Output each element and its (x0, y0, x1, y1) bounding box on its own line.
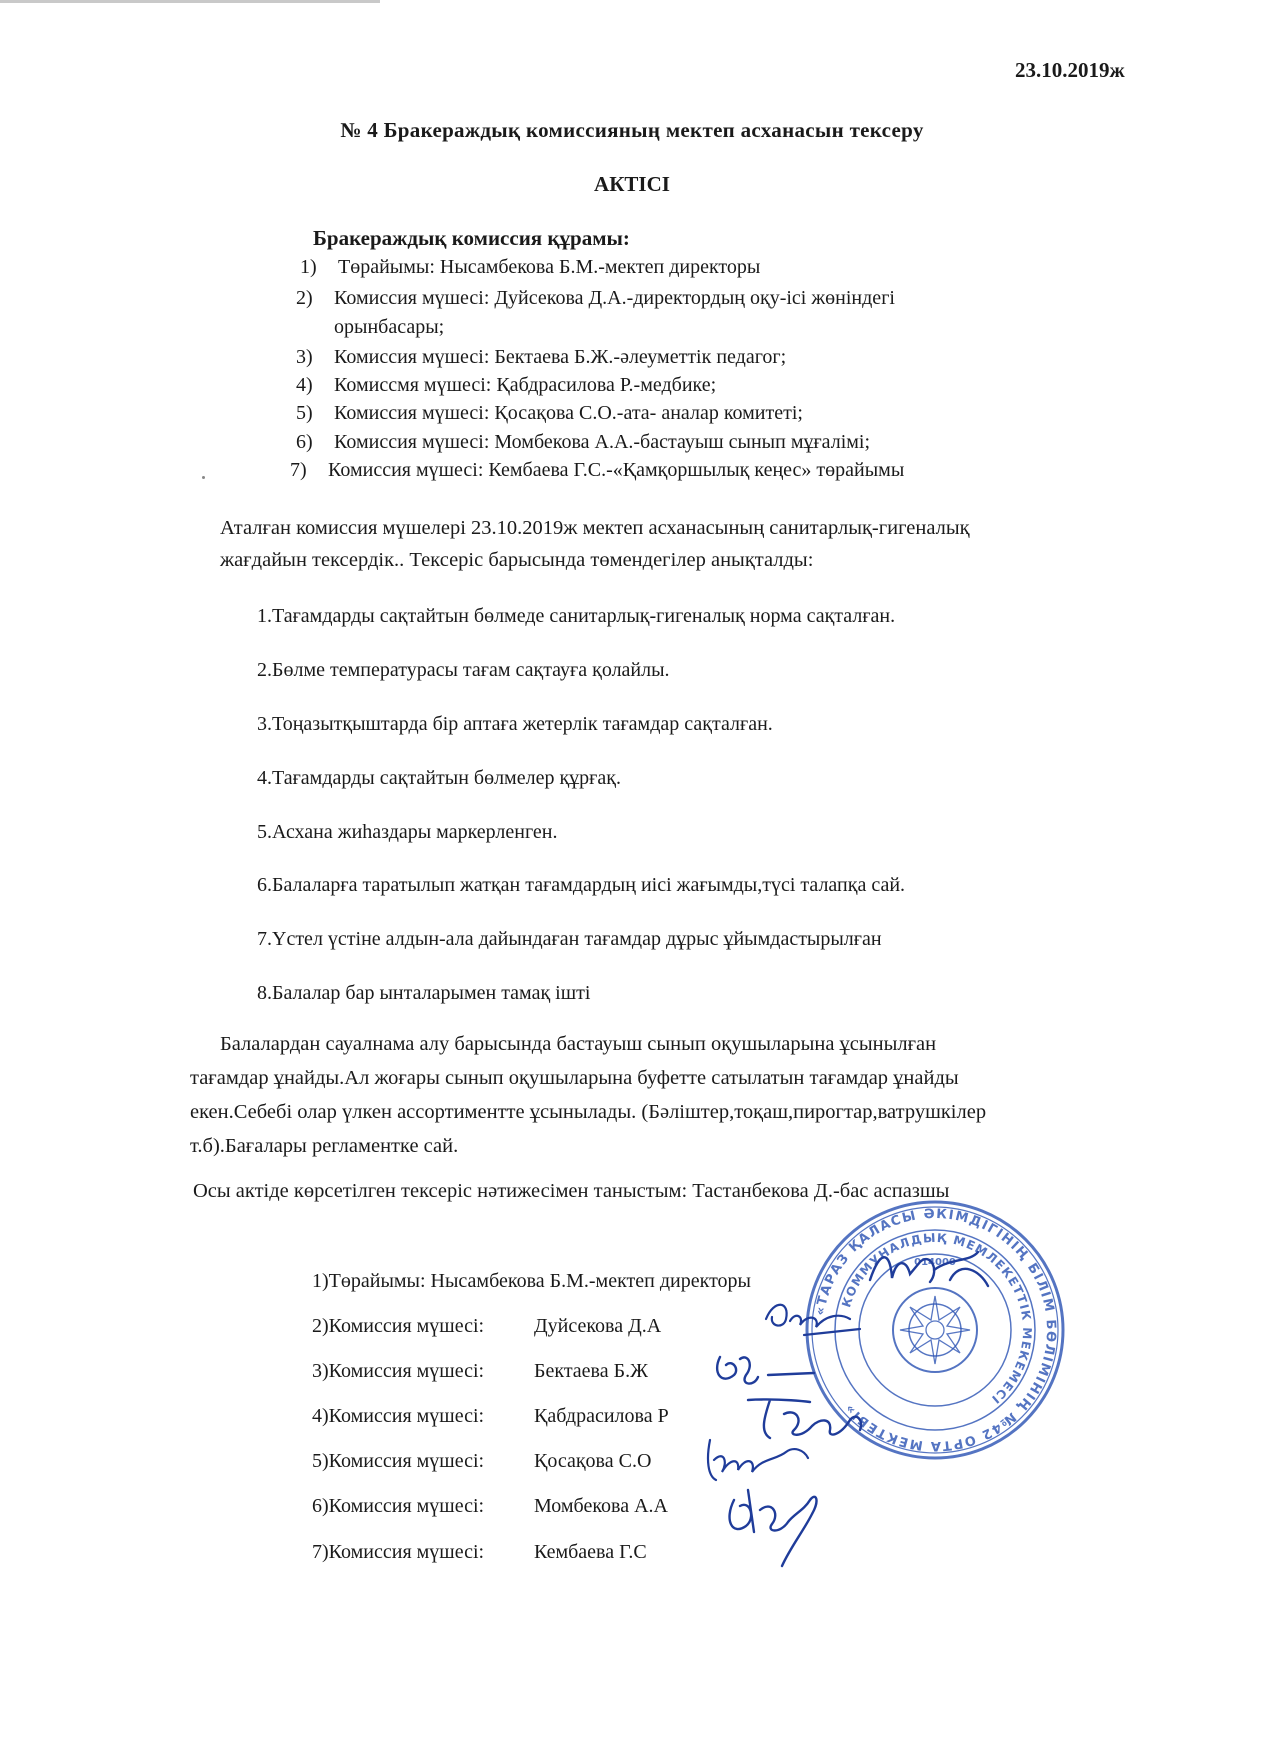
member-number: 1) (300, 256, 317, 278)
member-item (290, 459, 904, 482)
signature-row (312, 1270, 751, 1293)
signature-label: 3)Комиссия мүшесі: (312, 1360, 485, 1382)
signature-label: 1)Төрайымы: Нысамбекова Б.М.-мектеп директоры (312, 1270, 751, 1292)
signature-row (312, 1495, 772, 1521)
signature-chairperson (860, 1240, 1000, 1300)
finding-item: 8.Балалар бар ынталарымен тамақ ішті (257, 982, 591, 1004)
member-text: Төрайымы: Нысамбекова Б.М.-мектеп директоры (338, 256, 761, 278)
member-number: 5) (296, 402, 313, 424)
signature-row (312, 1360, 772, 1386)
member-item (296, 374, 716, 397)
member-number: 6) (296, 431, 313, 453)
member-item (296, 346, 786, 369)
signature-name: Қабдрасилова Р (534, 1405, 669, 1427)
document-date: 23.10.2019ж (1015, 58, 1125, 82)
signature-label: 2)Комиссия мүшесі: (312, 1315, 485, 1337)
intro-line: Аталған комиссия мүшелері 23.10.2019ж мектеп асханасының санитарлық-гигеналық (220, 517, 970, 539)
scan-artifact-line (0, 0, 380, 3)
member-item (300, 256, 760, 279)
member-item (296, 431, 870, 454)
finding-item: 6.Балаларға таратылып жатқан тағамдардың иісі жағымды,түсі талапқа сай. (257, 874, 906, 896)
finding-item: 4.Тағамдарды сақтайтын бөлмелер құрғақ. (257, 767, 621, 789)
survey-line: Балалардан сауалнама алу барысында бастауыш сынып оқушыларына ұсынылған (220, 1033, 937, 1055)
finding-item: 3.Тоңазытқыштарда бір аптаға жетерлік тағамдар сақталған. (257, 713, 773, 735)
signature-label: 4)Комиссия мүшесі: (312, 1405, 485, 1427)
member-number: 4) (296, 374, 313, 396)
composition-heading: Бракераждық комиссия құрамы: (313, 226, 630, 250)
member-item (296, 287, 895, 310)
stamp-inner-text: КОММУНАЛДЫҚ МЕМЛЕКЕТТІК МЕКЕМЕСІ (839, 1230, 1035, 1407)
signature-row (312, 1315, 772, 1341)
document-subtitle: АКТІСІ (594, 172, 670, 196)
signature-row (312, 1541, 772, 1567)
signature-name: Бектаева Б.Ж (534, 1360, 649, 1382)
survey-line: т.б).Бағалары регламентке сай. (190, 1135, 459, 1157)
signature-name: Момбекова А.А (534, 1495, 668, 1517)
signature-name: Қосақова С.О (534, 1450, 652, 1472)
stamp-number: 014000 (914, 1257, 956, 1268)
signature-member-6 (720, 1470, 830, 1570)
document-title: № 4 Бракераждық комиссияның мектеп асханасын тексеру (340, 118, 924, 142)
survey-line: екен.Себебі олар үлкен ассортиментте ұсынылады. (Бәліштер,тоқаш,пирогтар,ватрушкілер (190, 1101, 987, 1123)
member-text: Комиссия мүшесі: Кембаева Г.С.-«Қамқоршылық кеңес» төрайымы (328, 459, 905, 481)
member-text: Комиссия мүшесі: Бектаева Б.Ж.-әлеуметтік педагог; (334, 346, 787, 368)
signature-member-2 (760, 1295, 870, 1345)
finding-item: 7.Үстел үстіне алдын-ала дайындаған тағамдар дұрыс ұйымдастырылған (257, 928, 882, 950)
signature-name: Кембаева Г.С (534, 1541, 647, 1563)
member-number: 2) (296, 287, 313, 309)
member-number: 7) (290, 459, 307, 481)
stamp-outer-text: «ТАРАЗ ҚАЛАСЫ ӘКІМДІГІНІҢ БІЛІМ БӨЛІМІНІҢ №42 ОРТА МЕКТЕБІ» (812, 1206, 1059, 1454)
acknowledgement-line: Осы актіде көрсетілген тексеріс нәтижесімен таныстым: Тастанбекова Д.-бас аспазшы (193, 1180, 950, 1202)
signature-row (312, 1405, 772, 1431)
member-text: Комиссия мүшесі: Дуйсекова Д.А.-директордың оқу-ісі жөніндегі (334, 287, 895, 309)
signature-label: 6)Комиссия мүшесі: (312, 1495, 485, 1517)
signature-name: Дуйсекова Д.А (534, 1315, 662, 1337)
member-text: Комиссия мүшесі: Момбекова А.А.-бастауыш сынып мұғалімі; (334, 431, 871, 453)
member-item-continuation: орынбасары; (334, 316, 445, 338)
signature-label: 7)Комиссия мүшесі: (312, 1541, 485, 1563)
member-text: Комиссия мүшесі: Қосақова С.О.-ата- аналар комитеті; (334, 402, 803, 424)
member-number: 3) (296, 346, 313, 368)
survey-line: тағамдар ұнайды.Ал жоғары сынып оқушыларына буфетте сатылатын тағамдар ұнайды (190, 1067, 959, 1089)
finding-item: 1.Тағамдарды сақтайтын бөлмеде санитарлық-гигеналық норма сақталған. (257, 605, 896, 627)
emblem-icon (900, 1296, 970, 1364)
finding-item: 2.Бөлме температурасы тағам сақтауға қолайлы. (257, 659, 670, 681)
member-item (296, 402, 803, 425)
finding-item: 5.Асхана жиһаздары маркерленген. (257, 821, 558, 843)
intro-line: жағдайын тексердік.. Тексеріс барысында төмендегілер анықталды: (220, 549, 814, 571)
member-text: Комиссмя мүшесі: Қабдрасилова Р.-медбике; (334, 374, 717, 396)
signature-label: 5)Комиссия мүшесі: (312, 1450, 485, 1472)
scan-speck (202, 476, 205, 479)
